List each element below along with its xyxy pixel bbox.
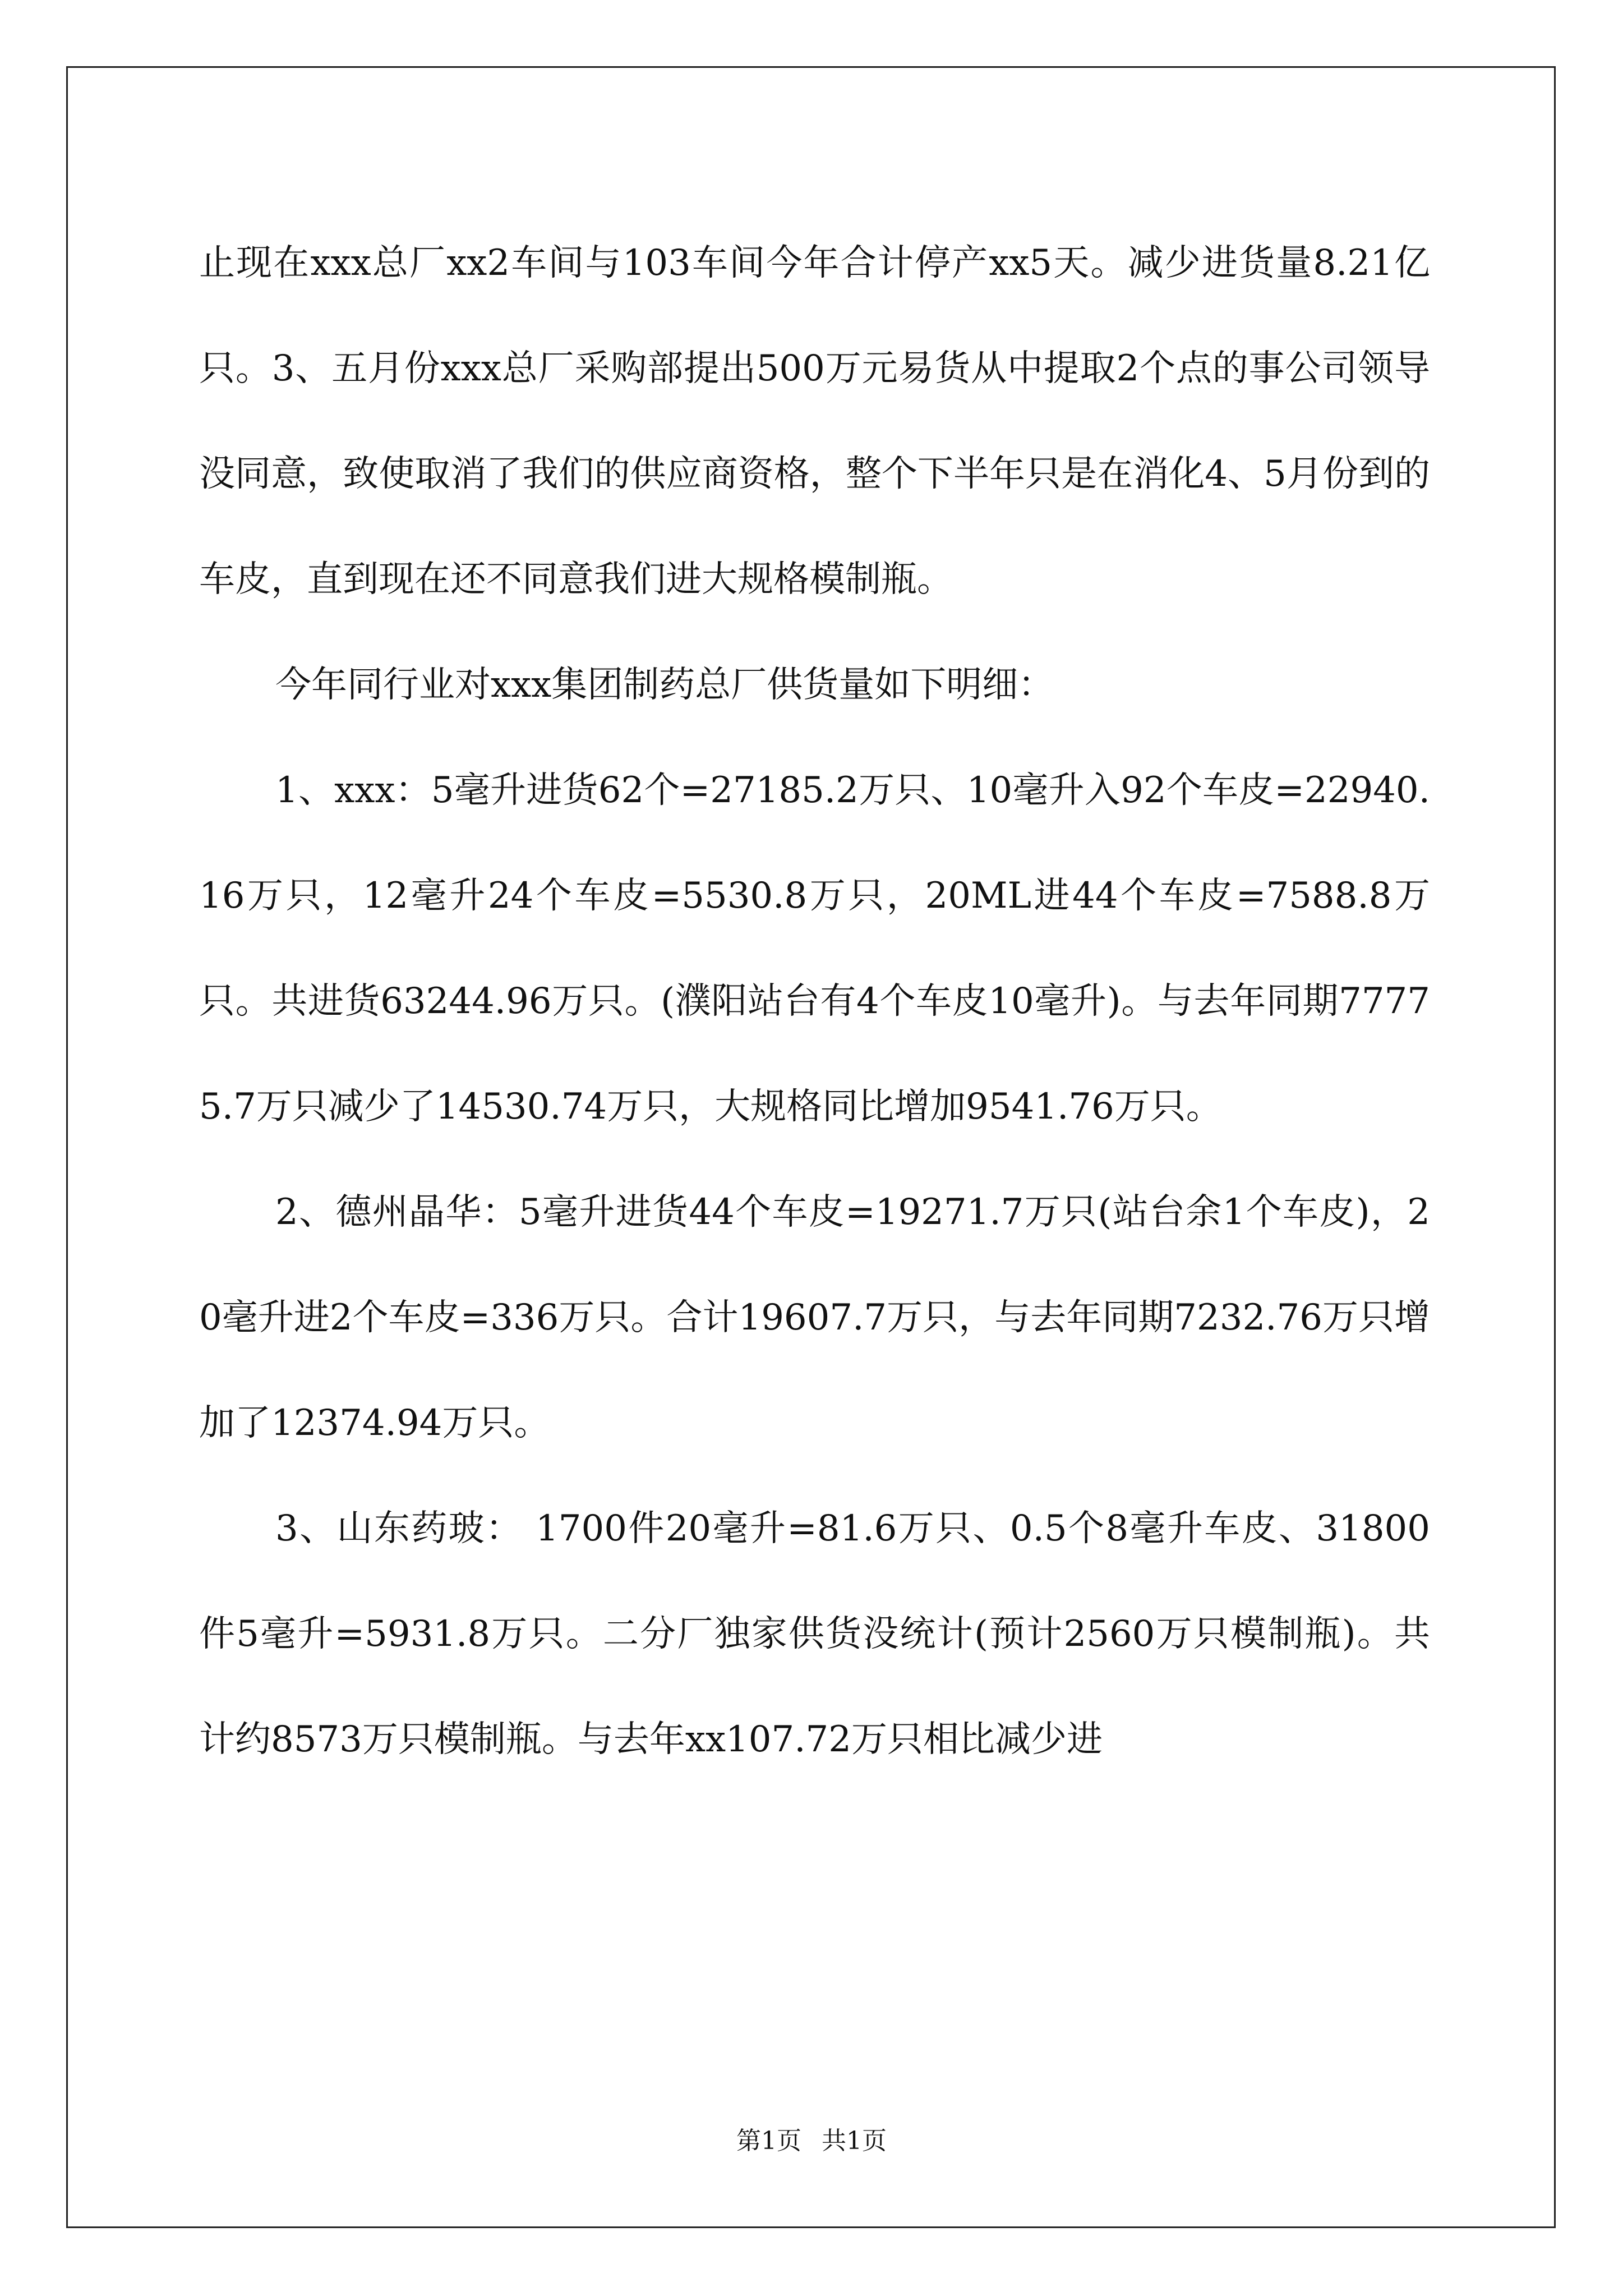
page-total: 共1页 [822,2127,887,2155]
document-body [199,210,1430,1792]
paragraph-item-2: 2、德州晶华：5毫升进货44个车皮=19271.7万只(站台余1个车皮)，20毫升进2个车皮=336万只。合计19607.7万只，与去年同期7232.76万只增加了12374.94万只。 [199,1191,1430,1444]
page-footer [0,2120,1623,2156]
paragraph-continuation: 止现在xxx总厂xx2车间与103车间今年合计停产xx5天。减少进货量8.21亿只。3、五月份xxx总厂采购部提出500万元易货从中提取2个点的事公司领导没同意，致使取消了我们的供应商资格，整个下半年只是在消化4、5月份到的车皮，直到现在还不同意我们进大规格模制瓶。 [199,242,1430,600]
paragraph-item-3: 3、山东药玻： 1700件20毫升=81.6万只、0.5个8毫升车皮、31800件5毫升=5931.8万只。二分厂独家供货没统计(预计2560万只模制瓶)。共计约8573万只模制瓶。与去年xx107.72万只相比减少进 [199,1508,1430,1760]
page-number: 第1页 [736,2127,801,2155]
paragraph-supply-intro: 今年同行业对xxx集团制药总厂供货量如下明细： [275,664,1054,706]
paragraph-item-1: 1、xxx：5毫升进货62个=27185.2万只、10毫升入92个车皮=22940.16万只，12毫升24个车皮=5530.8万只，20ML进44个车皮=7588.8万只。共进货63244.96万只。(濮阳站台有4个车皮10毫升)。与去年同期77775.7万只减少了14530.74万只，大规格同比增加9541.76万只。 [199,770,1430,1128]
